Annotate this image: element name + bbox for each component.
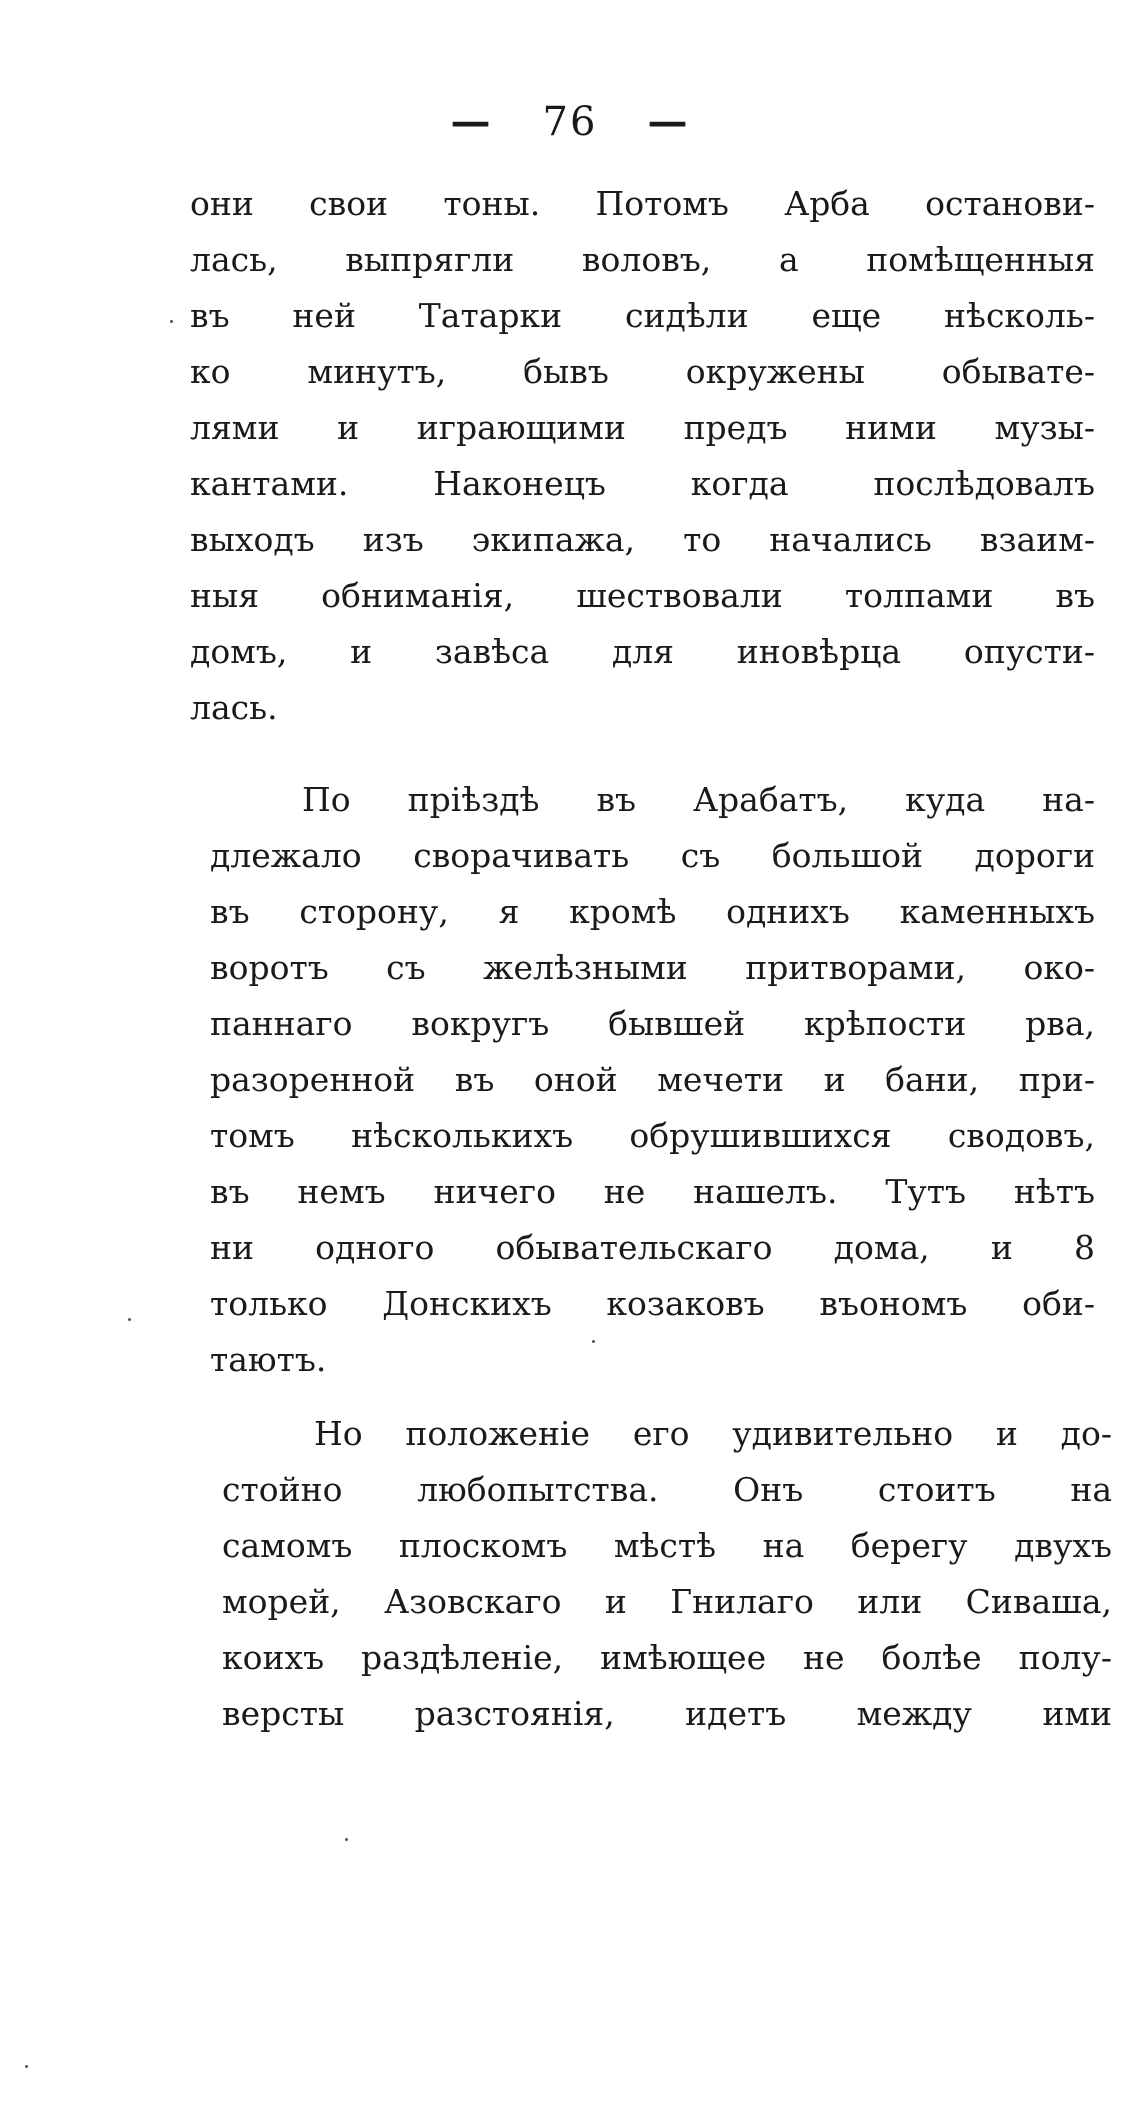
- paper-speck: [170, 320, 173, 323]
- text-line: въ немъ ничего не нашелъ. Тутъ нѣтъ: [210, 1172, 1095, 1211]
- text-line: длежало сворачивать съ большой дороги: [210, 836, 1095, 875]
- paragraph-2: [210, 772, 1095, 1388]
- text-line: коихъ раздѣленіе, имѣющее не болѣе полу-: [222, 1638, 1112, 1677]
- paragraph-3: [222, 1406, 1112, 1742]
- paper-speck: [128, 1318, 131, 1321]
- paper-speck: [345, 1838, 348, 1841]
- text-line: только Донскихъ козаковъ въономъ оби-: [210, 1284, 1095, 1323]
- text-line: воротъ съ желѣзными притворами, око-: [210, 948, 1095, 987]
- text-line: они свои тоны. Потомъ Арба останови-: [190, 184, 1095, 223]
- text-line: Но положеніе его удивительно и до-: [314, 1414, 1112, 1453]
- page-number: 76: [542, 99, 598, 145]
- text-line: стойно любопытства. Онъ стоитъ на: [222, 1470, 1112, 1509]
- text-line: лась.: [190, 688, 278, 727]
- text-line: въ ней Татарки сидѣли еще нѣсколь-: [190, 296, 1095, 335]
- text-line: таютъ.: [210, 1340, 327, 1379]
- text-line: ни одного обывательскаго дома, и 8: [210, 1228, 1095, 1267]
- text-line: версты разстоянія, идетъ между ими: [222, 1694, 1112, 1733]
- text-line: разоренной въ оной мечети и бани, при-: [210, 1060, 1095, 1099]
- paper-speck: [592, 1340, 595, 1343]
- paper-speck: [25, 2065, 28, 2068]
- text-line: паннаго вокругъ бывшей крѣпости рва,: [210, 1004, 1095, 1043]
- page-number-header: [0, 98, 1140, 145]
- text-line: въ сторону, я кромѣ однихъ каменныхъ: [210, 892, 1095, 931]
- text-line: По пріѣздѣ въ Арабатъ, куда на-: [302, 780, 1095, 819]
- text-line: самомъ плоскомъ мѣстѣ на берегу двухъ: [222, 1526, 1112, 1565]
- text-line: томъ нѣсколькихъ обрушившихся сводовъ,: [210, 1116, 1095, 1155]
- text-line: морей, Азовскаго и Гнилаго или Сиваша,: [222, 1582, 1112, 1621]
- right-dash: —: [647, 98, 690, 145]
- paragraph-1: [190, 176, 1095, 736]
- text-line: выходъ изъ экипажа, то начались взаим-: [190, 520, 1095, 559]
- text-line: домъ, и завѣса для иновѣрца опусти-: [190, 632, 1095, 671]
- text-line: ко минутъ, бывъ окружены обывате-: [190, 352, 1095, 391]
- text-line: кантами. Наконецъ когда послѣдовалъ: [190, 464, 1095, 503]
- text-line: лями и играющими предъ ними музы-: [190, 408, 1095, 447]
- left-dash: —: [450, 98, 493, 145]
- text-line: лась, выпрягли воловъ, а помѣщенныя: [190, 240, 1095, 279]
- text-line: ныя обниманія, шествовали толпами въ: [190, 576, 1095, 615]
